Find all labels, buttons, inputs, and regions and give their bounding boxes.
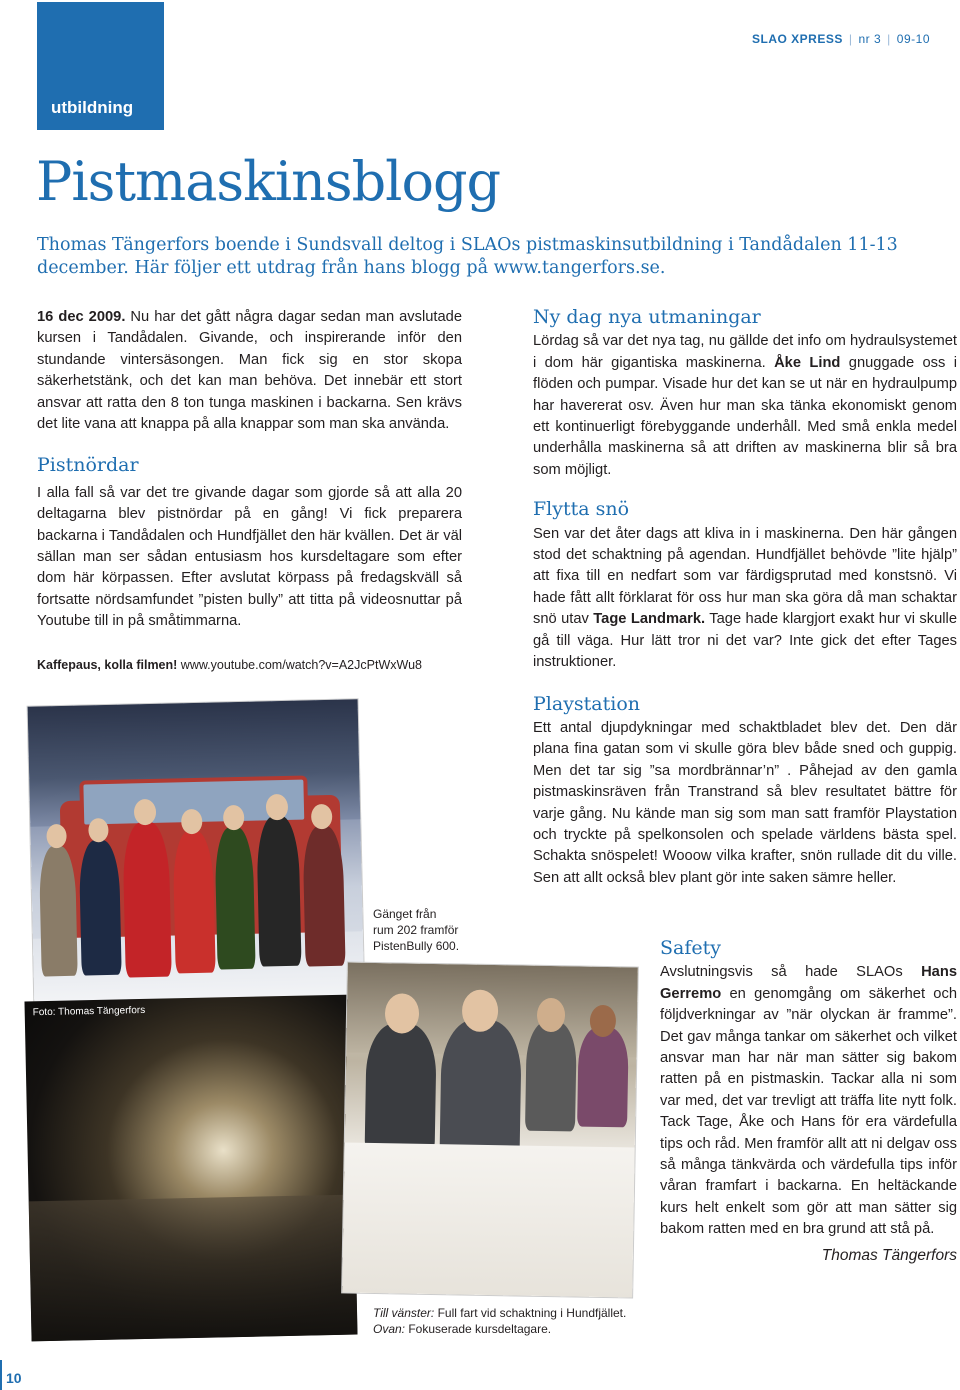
heading-pistnordar: Pistnördar — [37, 454, 139, 477]
masthead: SLAO XPRESS | nr 3 | 09-10 — [752, 32, 930, 46]
video-label: Kaffepaus, kolla filmen! — [37, 657, 178, 672]
playstation-text: Ett antal djupdykningar med schaktbladet blev det. Den där plana fina gatan som vi skulle göra blev både sned och guppig. Men det tar sig ”sa mordbrännar’n” . Påhejad av den gamla pistmaskinsräven från Transtrand så blev resultatet bättre för varje gång. Nu kände man sig som man satt framför Playstation och tryckte på spelkonsolen och spelade världens bästa spel. Schakta snöspelet! Wooow vilka krafter, snön rullade dit du ville. Sen att allt också blev plant gör inte saken sämre heller. — [533, 719, 957, 886]
video-link[interactable]: www.youtube.com/watch?v=A2JcPtWxWu8 — [177, 657, 422, 672]
page-number-rule — [0, 1360, 2, 1390]
right-column — [533, 307, 957, 889]
flytta-sno-text: Sen var det åter dags att kliva in i maskinerna. Den här gången stod det schaktning på agendan. Hundfjället behövde ”lite hjälp” att fixa till en nedfart som var färdigsprutad med konstsnö. Vi hade fått allt förklarat för oss hur man ska göra då man schaktar snö utav Tage Landmark. Tage hade klargjort exakt hur vi skulle gå till väga. Hur lätt tror ni det var? Inte gick det efter Tages instruktioner. — [533, 525, 957, 671]
heading-ny-dag: Ny dag nya utmaningar — [533, 306, 761, 328]
section-tag-label: utbildning — [51, 98, 134, 117]
group-photo — [28, 699, 365, 1008]
safety-text: Avslutningsvis så hade SLAOs Hans Gerremo en genomgång om säkerhet och följdverkningar av ”när olyckan är framme”. Det gav många tankar om säkerhet och vilket ansvar man har när man sätter sig bakom ratten på en pistmaskin. Tackar alla ni som var med, det var trevligt att träffa lite nytt folk. Tack Tage, Åke och Hans för era värdefulla tips och råd. Men framför allt att ni delgav oss så många tänkvärda och värdefulla tips inför våran framfart i backarna. En heltäckande kurs helt enkelt som gör att man sätter sig bakom ratten med en bra grund att stå på. — [660, 964, 957, 1238]
participants-photo — [342, 962, 638, 1297]
person-hans-gerremo: Hans Gerremo — [660, 964, 957, 1002]
ny-dag-text: Lördag så var det nya tag, nu gällde det info om hydraulsystemet i dom här gigantiska maskinerna. Åke Lind gnuggade oss i flöden och pumpar. Visade hur det kan se ut när en hydraulpump har havererat osv. Även hur man ska tänka ekonomiskt genom ett kontinuerligt förebyggande underhåll. Med små enkla medel underhålla maskinerna så att driften av maskinerna blir så bra som möjligt. — [533, 333, 957, 478]
intro-date: 16 dec 2009. — [37, 309, 126, 325]
heading-safety: Safety — [660, 937, 721, 959]
night-grooming-photo — [24, 995, 357, 1342]
heading-flytta-sno: Flytta snö — [533, 498, 630, 521]
safety-section — [660, 938, 957, 1266]
publication-name: SLAO XPRESS — [752, 32, 843, 46]
issue-date: 09-10 — [896, 32, 930, 46]
table-surface — [342, 1142, 635, 1297]
author-signature: Thomas Tängerfors — [821, 1246, 957, 1264]
group-photo-caption: Gänget från rum 202 framför PistenBully 600. — [373, 907, 460, 953]
section-tag — [37, 2, 164, 130]
pistnordar-text: I alla fall så var det tre givande dagar som gjorde så att alla 20 deltagarna blev pistnördar på en gång! Vi fick preparera backarna i Tandådalen och Hundfjället den här kvällen. Det är väl sällan man ser sådan entusiasm hos kursdeltagare som efter dom här körpassen. Efter avslutat körpass på fredagskväll så fortsatte nördsamfundet ”pisten bully” att titta på videosnuttar på Youtube till in på småtimmarna. — [37, 484, 462, 630]
caption-left-text: Full fart vid schaktning i Hundfjället. — [434, 1306, 627, 1320]
caption-above-label: Ovan: — [373, 1322, 406, 1336]
person-ake-lind: Åke Lind — [774, 354, 841, 371]
caption-above-text: Fokuserade kursdeltagare. — [405, 1322, 552, 1336]
photo-credit: Foto: Thomas Tängerfors — [32, 1004, 146, 1019]
lead-paragraph: Thomas Tängerfors boende i Sundsvall deltog i SLAOs pistmaskinsutbildning i Tandådalen 11-13 december. Här följer ett utdrag från hans blogg på www.tangerfors.se. — [37, 235, 898, 278]
person-tage-landmark: Tage Landmark. — [593, 611, 706, 628]
intro-paragraph — [37, 307, 462, 435]
heading-playstation: Playstation — [533, 692, 641, 715]
bottom-caption — [373, 1305, 626, 1337]
issue-number: nr 3 — [858, 32, 882, 46]
caption-left-label: Till vänster: — [373, 1306, 435, 1320]
left-column — [37, 307, 462, 676]
snow-slope — [29, 1195, 358, 1342]
page-title: Pistmaskinsblogg — [36, 150, 501, 213]
video-line — [37, 655, 462, 676]
page-number: 10 — [6, 1370, 22, 1386]
intro-text: Nu har det gått några dagar sedan man avslutade kursen i Tandådalen. Givande, och inspirerande inför den stundande vintersäsongen. Man fick sig en stor skopa säkerhetstänk, och det kan man behöva. Det innebär ett stort ansvar att ratta den 8 ton tunga maskinen i backarna. Sen krävs det lite vana att knappa på alla knappar som man ska använda. — [37, 309, 462, 433]
